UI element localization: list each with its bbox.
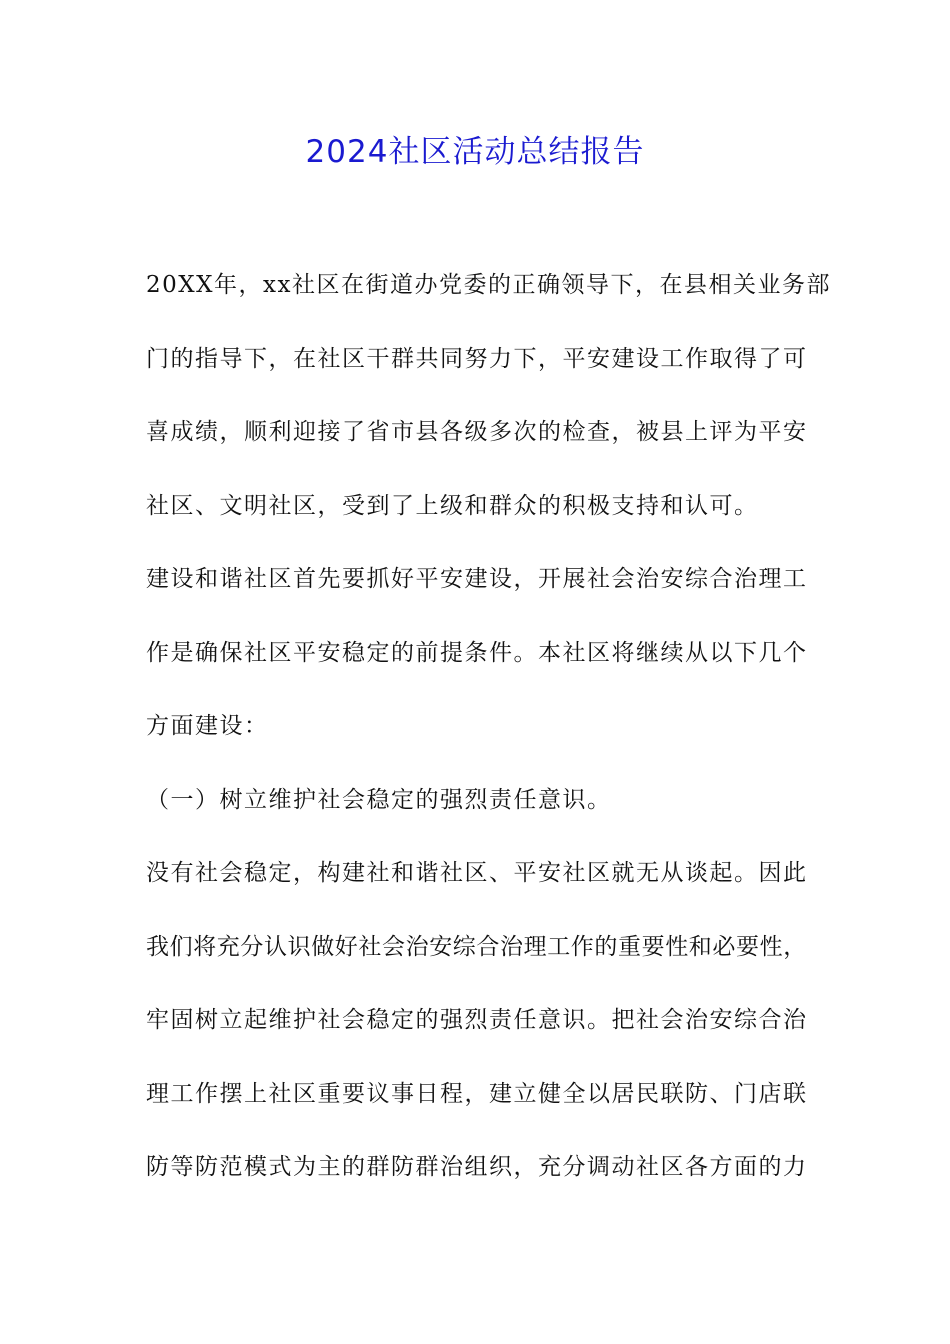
body-line: 作是确保社区平安稳定的前提条件。本社区将继续从以下几个: [146, 639, 808, 666]
body-line: 社区、文明社区，受到了上级和群众的积极支持和认可。: [146, 492, 759, 519]
section-heading: （一）树立维护社会稳定的强烈责任意识。: [146, 786, 612, 813]
document-body: [146, 260, 831, 1216]
body-line: 建设和谐社区首先要抓好平安建设，开展社会治安综合治理工: [146, 566, 808, 592]
body-line: 20XX年，xx社区在街道办党委的正确领导下，在县相关业务部: [146, 272, 831, 298]
body-line: 牢固树立起维护社会稳定的强烈责任意识。把社会治安综合治: [146, 1007, 808, 1033]
body-line: 防等防范模式为主的群防群治组织，充分调动社区各方面的力: [146, 1154, 808, 1180]
body-line: 门的指导下，在社区干群共同努力下，平安建设工作取得了可: [146, 345, 808, 372]
document-title: 2024社区活动总结报告: [305, 134, 645, 170]
body-line: 没有社会稳定，构建社和谐社区、平安社区就无从谈起。因此: [146, 860, 808, 886]
body-line: 理工作摆上社区重要议事日程，建立健全以居民联防、门店联: [146, 1080, 808, 1107]
body-line: 方面建设：: [146, 713, 269, 739]
body-line: 喜成绩，顺利迎接了省市县各级多次的检查，被县上评为平安: [146, 419, 808, 445]
body-line: 我们将充分认识做好社会治安综合治理工作的重要性和必要性，: [146, 933, 807, 960]
